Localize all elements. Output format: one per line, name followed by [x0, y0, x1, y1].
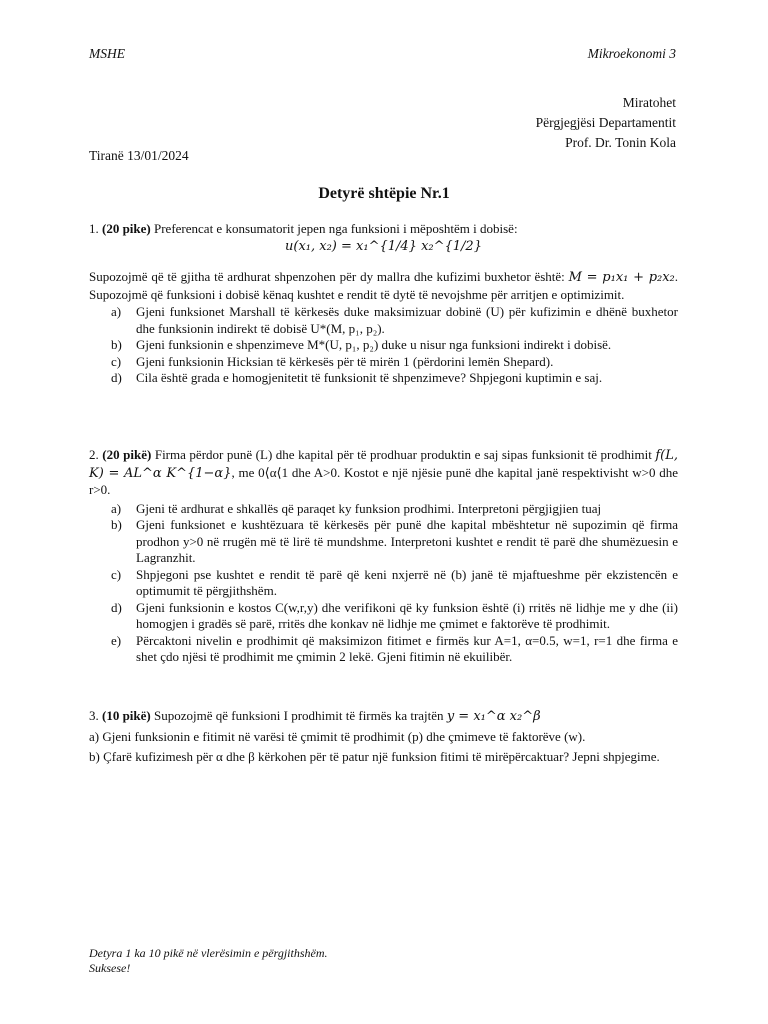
q1-paragraph: [89, 269, 678, 303]
q1-utility-formula: u(x₁, x₂) = x₁^{1/4} x₂^{1/2}: [285, 238, 482, 254]
item-label: c): [111, 353, 122, 369]
q2-rest: , me 0⟨α⟨1 dhe A>0. Kostot e një njësie punë dhe kapital janë respektivisht w>0 dhe r>0.: [89, 464, 678, 497]
q1-points: (20 pike): [102, 221, 151, 236]
list-item: [89, 633, 678, 666]
q3-intro-line: [89, 706, 678, 727]
q2-subquestions: [89, 501, 678, 666]
list-item: [89, 501, 678, 518]
document-title: Detyrë shtëpie Nr.1: [318, 185, 450, 202]
item-text: Gjeni të ardhurat e shkallës që paraqet ky funksion prodhimi. Interpretoni përgjigjien tuaj: [136, 500, 602, 516]
q2-points: (20 pikë): [102, 447, 152, 462]
item-text: Gjeni funksionin Hicksian të kërkesës për të mirën 1 (përdorini lemën Shepard).: [136, 353, 554, 369]
header-left: MSHE: [89, 46, 125, 61]
q3-intro: Supozojmë që funksioni I prodhimit të firmës ka trajtën: [154, 708, 444, 723]
list-item: [89, 567, 678, 600]
q3-part-a: a) Gjeni funksionin e fitimit në varësi të çmimit të prodhimit (p) dhe çmimeve të faktorëve (w).: [89, 729, 586, 744]
question-1: [89, 221, 678, 387]
item-text: Cila është grada e homogjenitetit të funksionit të shpenzimeve? Shpjegoni kuptimin e saj.: [136, 370, 603, 385]
q2-production-formula: f(L, K) = AL^α K^{1−α}: [89, 448, 679, 481]
list-item: [89, 600, 678, 633]
item-text: Gjeni funksionin e shpenzimeve M*(U, p₁, p₂) duke u nisur nga funksioni indirekt i dobisë.: [136, 337, 612, 352]
item-label: d): [111, 599, 122, 615]
q3-points: (10 pikë): [102, 708, 151, 723]
item-label: c): [111, 566, 122, 582]
footer: [89, 946, 328, 976]
q3-production-formula: y = x₁^α x₂^β: [446, 709, 541, 724]
question-3: [89, 706, 678, 767]
item-label: a): [111, 500, 122, 516]
approval-line-3: Prof. Dr. Tonin Kola: [565, 135, 676, 150]
item-label: a): [111, 304, 122, 319]
document-date: Tiranë 13/01/2024: [89, 148, 189, 163]
approval-line-1: Miratohet: [622, 95, 676, 110]
item-text: Përcaktoni nivelin e prodhimit që maksimizon fitimet e firmës kur A=1, α=0.5, w=1, r=1 dhe firma e shet çdo njësi të prodhimit me çmimin 2 lekë. Gjeni fitimin në ekuilibër.: [136, 632, 678, 664]
header-right: Mikroekonomi 3: [587, 46, 676, 61]
question-2: [89, 447, 678, 666]
item-text: Shpjegoni pse kushtet e rendit të parë që keni nxjerrë në (b) janë të mjaftueshme për ekzistencën e optimumit të përgjithshëm.: [136, 566, 678, 598]
footer-line-2: Suksese!: [89, 961, 131, 975]
item-text: Gjeni funksionet e kushtëzuara të kërkesës për punë dhe kapital mbështetur në supozimin që firma prodhon y>0 në rrugën më të lirë të mundshme. Interpretoni kushtet e rendit të parë dhe shumëzuesin e Lagranzhit.: [136, 517, 678, 565]
list-item: [89, 354, 678, 371]
q1-paragraph-a: Supozojmë që të gjitha të ardhurat shpenzohen për dy mallra dhe kufizimi buxhetor është:: [89, 269, 565, 284]
q1-intro: Preferencat e konsumatorit jepen nga funksioni i mëposhtëm i dobisë:: [154, 221, 518, 236]
item-text: Gjeni funksionin e kostos C(w,r,y) dhe verifikoni që ky funksion është (i) rritës në lidhje me y dhe (ii) homogjen i gradës së parë, rritës dhe konkav në lidhje me çmimet e faktorëve të prodhimit.: [136, 599, 678, 631]
q3-part-b: b) Çfarë kufizimesh për α dhe β kërkohen për të patur një funksion fitimi të mirëpërcaktuar? Jepni shpjegime.: [89, 749, 660, 764]
q2-intro: Firma përdor punë (L) dhe kapital për të prodhuar produktin e saj sipas funksionit të prodhimit: [154, 447, 652, 462]
item-label: d): [111, 370, 122, 385]
q2-number: 2.: [89, 447, 99, 462]
list-item: [89, 517, 678, 567]
q2-intro-paragraph: [89, 447, 678, 499]
q1-budget-formula: M = p₁x₁ + p₂x₂: [568, 270, 675, 285]
item-label: e): [111, 632, 122, 648]
q3-number: 3.: [89, 708, 99, 723]
q1-number: 1.: [89, 221, 99, 236]
footer-line-1: Detyra 1 ka 10 pikë në vlerësimin e përgjithshëm.: [89, 946, 328, 960]
item-label: b): [111, 517, 122, 532]
item-text: Gjeni funksionet Marshall të kërkesës duke maksimizuar dobinë (U) për kufizimin e dhënë buxhetor dhe funksionin indirekt të dobisë U*(M, p₁, p₂).: [136, 304, 678, 336]
approval-line-2: Përgjegjësi Departamentit: [535, 115, 676, 130]
list-item: [89, 337, 678, 354]
approval-block: [536, 93, 676, 153]
item-label: b): [111, 337, 122, 352]
q1-subquestions: [89, 304, 678, 387]
list-item: [89, 370, 678, 387]
list-item: [89, 304, 678, 337]
q1-paragraph-b: . Supozojmë që funksioni i dobisë kënaq kushtet e rendit të dytë të nevojshme për arritjen e optimizimit.: [89, 269, 679, 302]
q1-intro-line: [89, 221, 678, 238]
